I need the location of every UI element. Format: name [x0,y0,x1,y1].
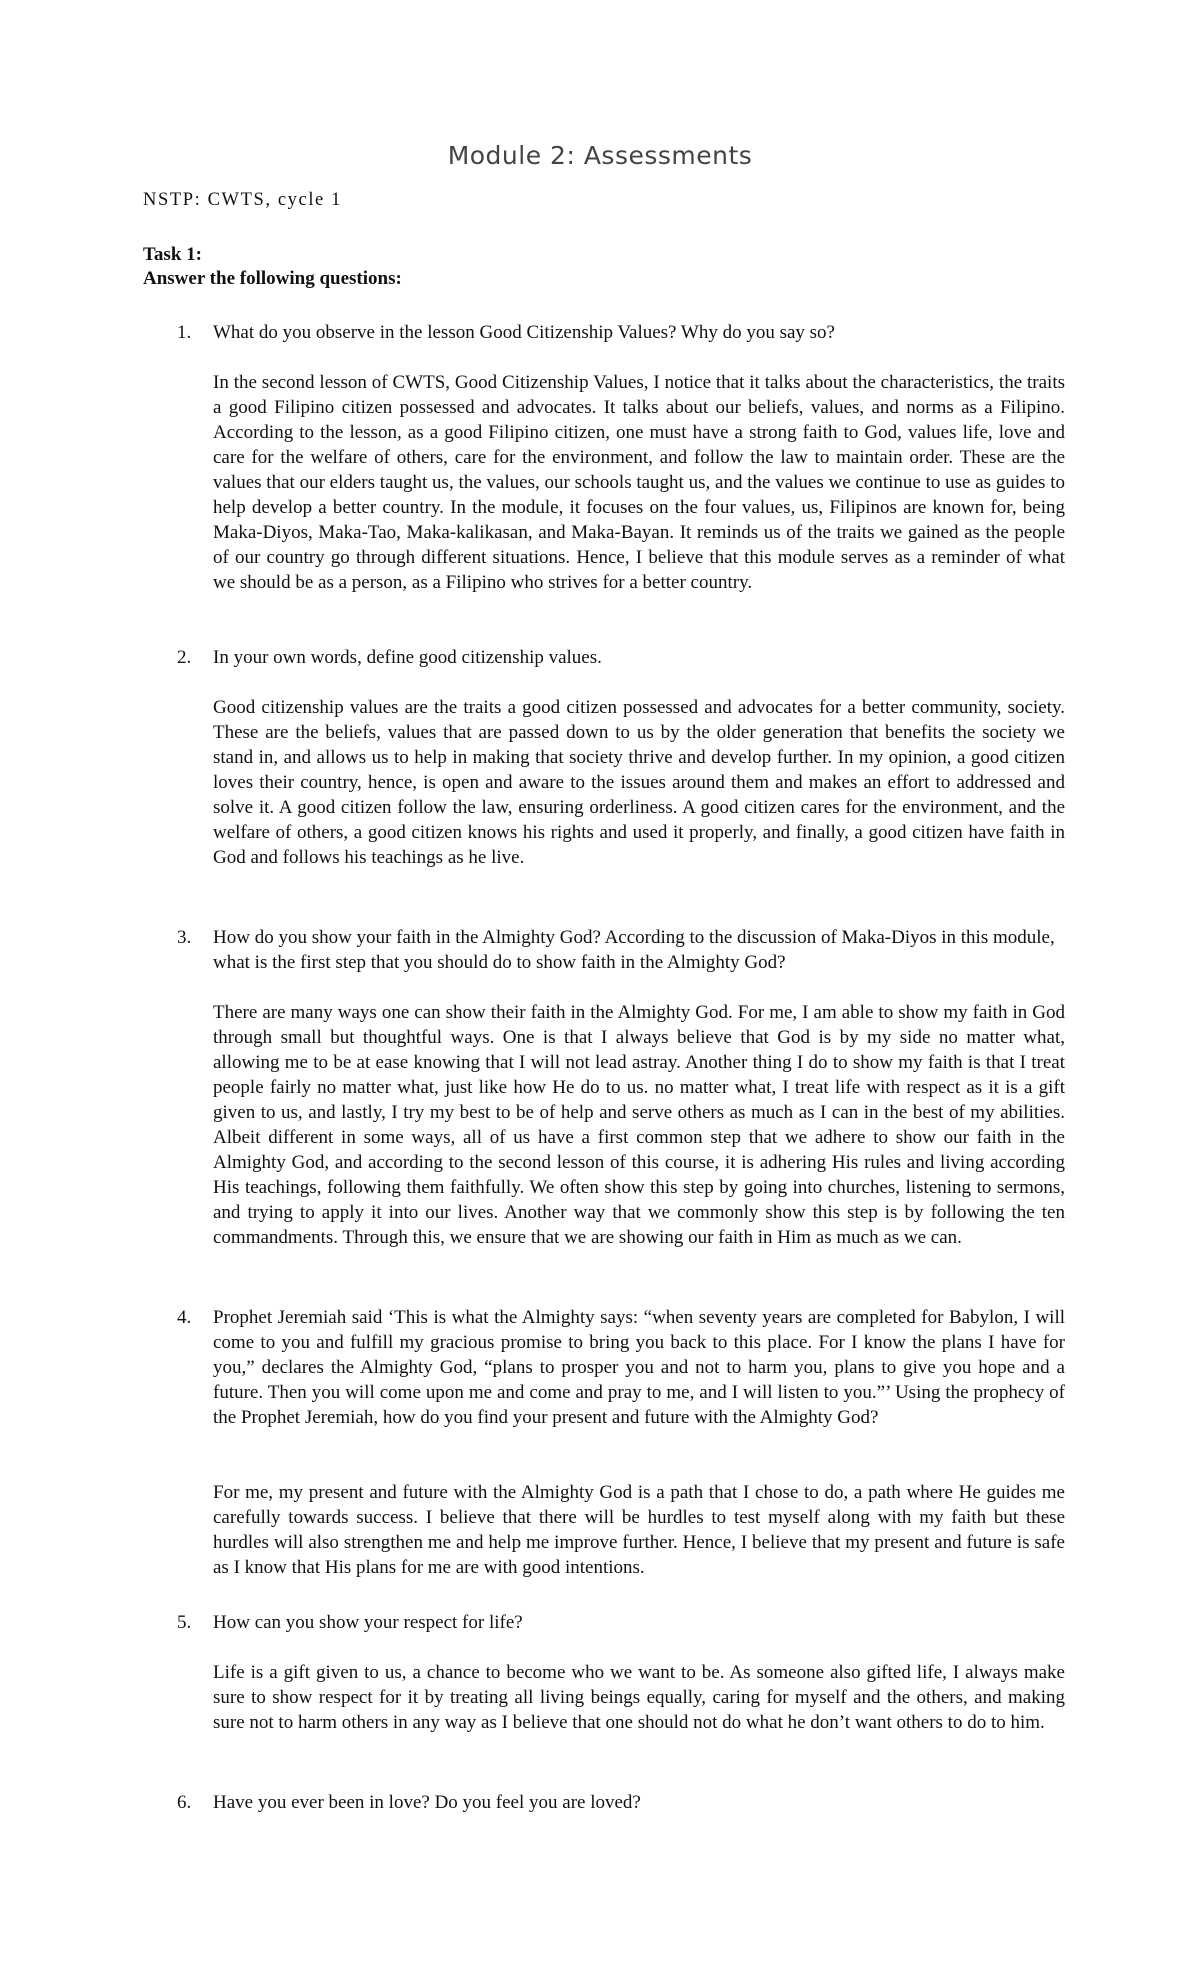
question-number: 2. [177,647,192,668]
question-number: 6. [177,1792,192,1813]
course-subtitle: NSTP: CWTS, cycle 1 [143,190,342,210]
question-text: In your own words, define good citizenship values. [213,647,602,668]
answer-text: For me, my present and future with the Almighty God is a path that I chose to do, a path where He guides me carefully towards success. I believe that there will be hurdles to test myself along with my faith but these hurdles will also strengthen me and help me improve further. Hence, I believe that my present and future is safe as I know that His plans for me are with good intentions. [213,1482,1065,1578]
task-heading [143,243,402,291]
question-number: 5. [177,1612,192,1633]
question-text: How can you show your respect for life? [213,1612,523,1633]
question-number: 1. [177,322,192,343]
question-text: How do you show your faith in the Almighty God? According to the discussion of Maka-Diyos in this module, what is the first step that you should do to show faith in the Almighty God? [213,927,1055,973]
question-number: 4. [177,1307,192,1328]
task-instruction: Answer the following questions: [143,268,402,289]
answer-text: Life is a gift given to us, a chance to become who we want to be. As someone also gifted life, I always make sure to show respect for it by treating all living beings equally, caring for myself and the others, and making sure not to harm others in any way as I believe that one should not do what he don’t want others to do to him. [213,1662,1065,1733]
question-number: 3. [177,927,192,948]
answer-text: In the second lesson of CWTS, Good Citizenship Values, I notice that it talks about the characteristics, the traits a good Filipino citizen possessed and advocates. It talks about our beliefs, values, and norms as a Filipino. According to the lesson, as a good Filipino citizen, one must have a strong faith to God, values life, love and care for the welfare of others, care for the environment, and follow the law to maintain order. These are the values that our elders taught us, the values, our schools taught us, and the values we continue to use as guides to help develop a better country. In the module, it focuses on the four values, us, Filipinos are known for, being Maka-Diyos, Maka-Tao, Maka-kalikasan, and Maka-Bayan. It reminds us of the traits we gained as the people of our country go through different situations. Hence, I believe that this module serves as a reminder of what we should be as a person, as a Filipino who strives for a better country. [213,372,1065,593]
question-text: Have you ever been in love? Do you feel you are loved? [213,1792,641,1813]
question-text: Prophet Jeremiah said ‘This is what the Almighty says: “when seventy years are completed for Babylon, I will come to you and fulfill my gracious promise to bring you back to this place. For I know the plans I have for you,” declares the Almighty God, “plans to prosper you and not to harm you, plans to give you hope and a future. Then you will come upon me and come and pray to me, and I will listen to you.”’ Using the prophecy of the Prophet Jeremiah, how do you find your present and future with the Almighty God? [213,1307,1065,1428]
task-label: Task 1: [143,244,202,265]
page-title: Module 2: Assessments [447,141,753,170]
answer-text: There are many ways one can show their faith in the Almighty God. For me, I am able to show my faith in God through small but thoughtful ways. One is that I always believe that God is by my side no matter what, allowing me to be at ease knowing that I will not lead astray. Another thing I do to show my faith is that I treat people fairly no matter what, just like how He do to us. no matter what, I treat life with respect as it is a gift given to us, and lastly, I try my best to be of help and serve others as much as I can in the best of my abilities. Albeit different in some ways, all of us have a first common step that we adhere to show our faith in the Almighty God, and according to the second lesson of this course, it is adhering His rules and living according His teachings, following them faithfully. We often show this step by going into churches, listening to sermons, and trying to apply it into our lives. Another way that we commonly show this step is by following the ten commandments. Through this, we ensure that we are showing our faith in Him as much as we can. [213,1002,1065,1248]
answer-text: Good citizenship values are the traits a good citizen possessed and advocates for a better community, society. These are the beliefs, values that are passed down to us by the older generation that benefits the society we stand in, and allows us to help in making that society thrive and develop further. In my opinion, a good citizen loves their country, hence, is open and aware to the issues around them and makes an effort to addressed and solve it. A good citizen follow the law, ensuring orderliness. A good citizen cares for the environment, and the welfare of others, a good citizen knows his rights and used it properly, and finally, a good citizen have faith in God and follows his teachings as he live. [213,697,1065,868]
question-text: What do you observe in the lesson Good Citizenship Values? Why do you say so? [213,322,835,343]
